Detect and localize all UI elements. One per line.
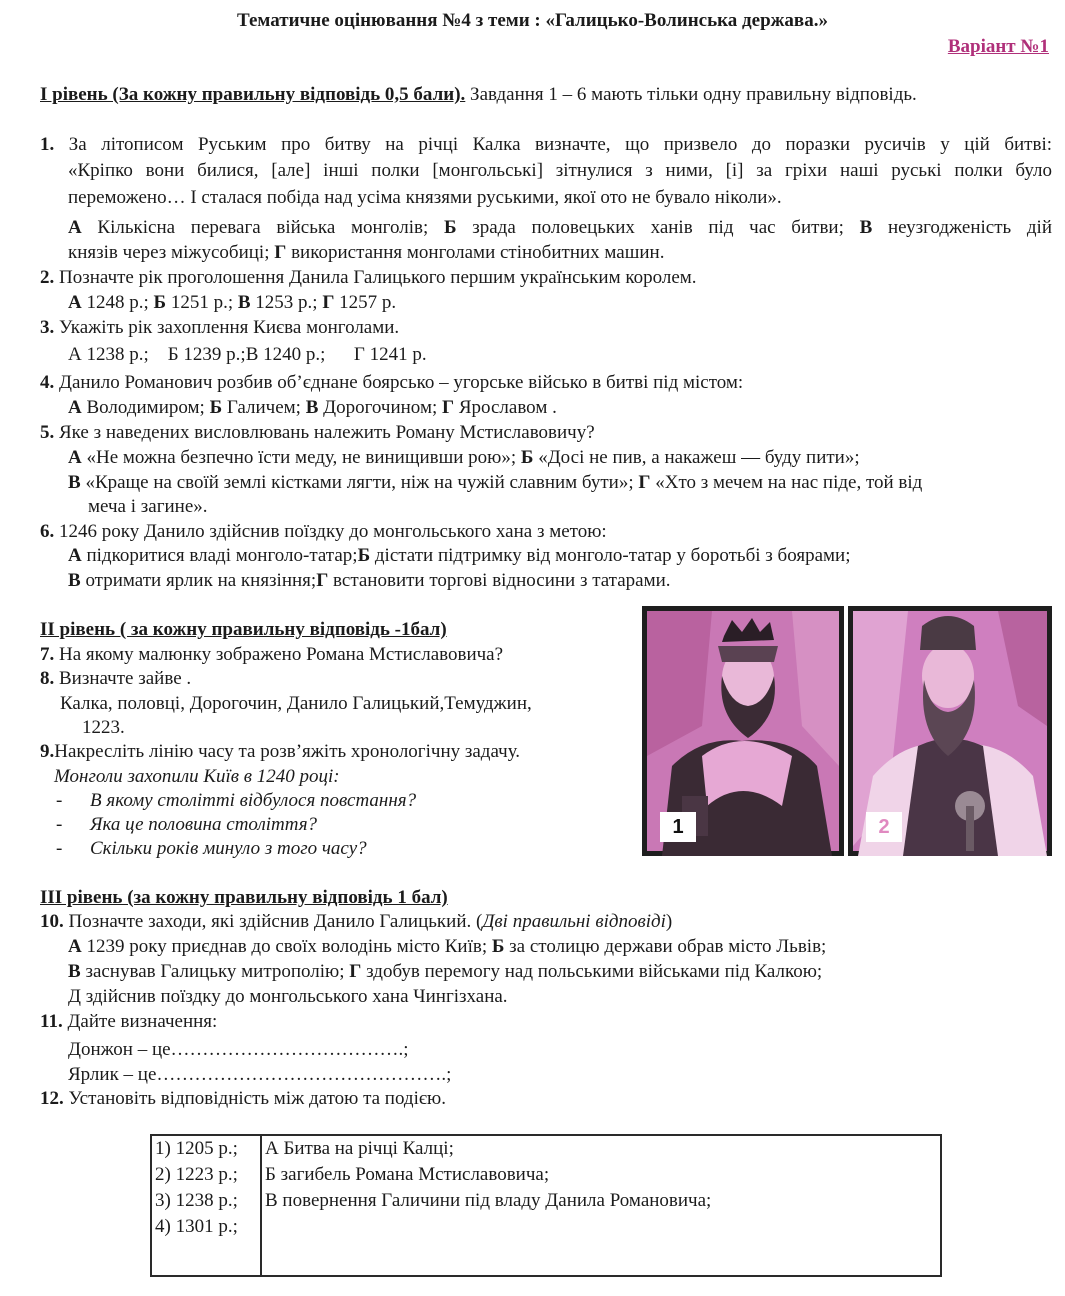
- q4-a: Володимиром;: [81, 397, 210, 418]
- q1-option-a: Кількісна перевага війська монголів;: [81, 217, 444, 238]
- q5-v: «Краще на своїй землі кістками лягти, ніж на чужій славним бути»;: [80, 472, 639, 493]
- event-cell: А Битва на річці Калці;: [265, 1138, 454, 1159]
- q6-number: 6.: [40, 521, 55, 542]
- q6-a: підкоритися владі монголо-татар;: [81, 545, 358, 566]
- q5-a: «Не можна безпечно їсти меду, не винищивши рою»;: [81, 447, 521, 468]
- q4-v-key: В: [305, 397, 319, 418]
- q1-option-g: використання монголами стінобитних машин.: [286, 242, 665, 263]
- q5-a-key: А: [68, 447, 82, 468]
- q8-question: [40, 668, 191, 690]
- q10-question: [40, 911, 672, 933]
- q10-v: заснував Галицьку митрополію;: [80, 961, 350, 982]
- q6-g: встановити торгові відносини з татарами.: [328, 570, 671, 591]
- q6-b-key: Б: [357, 545, 371, 566]
- q4-question: [40, 372, 743, 394]
- q2-question: [40, 267, 697, 289]
- q1-option-a-key: А: [68, 217, 82, 238]
- q5-options-line1: [68, 447, 860, 469]
- q9-condition: Монголи захопили Київ в 1240 році:: [54, 766, 340, 787]
- q4-g-key: Г: [442, 397, 455, 418]
- q1-line2: «Кріпко вони билися, [але] інші полки [монгольські] зітнулися з ними, [і] за гріхи наші руські полки було: [68, 160, 1052, 181]
- q9-number: 9.: [40, 741, 55, 762]
- q5-g: «Хто з мечем на нас піде, той від: [650, 472, 923, 493]
- q10-v-key: В: [68, 961, 81, 982]
- page-title: Тематичне оцінювання №4 з теми : «Галицько-Волинська держава.»: [237, 10, 828, 31]
- q10-text: Позначте заходи, які здійснив Данило Галицький. (: [63, 911, 483, 932]
- q1-option-v: неузгодженість дій: [872, 217, 1052, 238]
- q9-sub1-text: В якому столітті відбулося повстання?: [90, 790, 417, 811]
- q8-text: Визначте зайве .: [54, 668, 192, 689]
- q2-options: [68, 292, 396, 314]
- q10-b-key: Б: [491, 936, 505, 957]
- q1-option-b-key: Б: [443, 217, 457, 238]
- table-row: [151, 1135, 941, 1162]
- q11-text: Дайте визначення:: [62, 1011, 218, 1032]
- q5-b: «Досі не пив, а накажеш — буду пити»;: [533, 447, 860, 468]
- q7-number: 7.: [40, 644, 55, 665]
- q6-v: отримати ярлик на князіння;: [80, 570, 317, 591]
- bullet-dash: -: [56, 814, 63, 835]
- q2-text: Позначте рік проголошення Данила Галицького першим українським королем.: [54, 267, 697, 288]
- q4-b-key: Б: [209, 397, 223, 418]
- q9-sub1: [56, 790, 416, 812]
- table-row: [151, 1188, 941, 1214]
- table-row: [151, 1162, 941, 1188]
- q6-v-key: В: [68, 570, 81, 591]
- q10-note: Дві правильні відповіді: [482, 911, 666, 932]
- q2-a: 1248 р.;: [81, 292, 154, 313]
- q7-question: [40, 644, 503, 666]
- q1-option-v-key: В: [859, 217, 873, 238]
- q4-text: Данило Романович розбив об’єднане боярсько – угорське військо в битві під містом:: [54, 372, 744, 393]
- q5-question: [40, 422, 595, 444]
- portrait-2: [848, 606, 1052, 856]
- q3-text: Укажіть рік захоплення Києва монголами.: [54, 317, 400, 338]
- bullet-dash: -: [56, 790, 63, 811]
- q11-number: 11.: [40, 1011, 63, 1032]
- q6-options-line2: [68, 570, 671, 592]
- q8-items-line2: 1223.: [82, 717, 125, 738]
- q10-options-line2: [68, 961, 822, 983]
- q11-term1: Донжон – це……………………………….;: [68, 1039, 409, 1060]
- q4-b: Галичем;: [222, 397, 306, 418]
- q6-question: [40, 521, 607, 543]
- q4-a-key: А: [68, 397, 82, 418]
- q2-v: 1253 р.;: [250, 292, 323, 313]
- event-cell: [261, 1214, 941, 1276]
- q9-sub3: [56, 838, 367, 860]
- q10-g-key: Г: [349, 961, 362, 982]
- q1-text: За літописом Руським про битву на річці Калка визначте, що призвело до поразки русичів у цій битві:: [68, 134, 1052, 155]
- q1-option-v-cont: князів через міжусобиці;: [68, 242, 275, 263]
- q5-options-line2: [68, 472, 922, 494]
- q5-g-key: Г: [638, 472, 651, 493]
- date-cell: 4) 1301 р.;: [151, 1214, 261, 1276]
- date-cell: 2) 1223 р.;: [151, 1162, 261, 1188]
- q9-text: Накресліть лінію часу та розв’яжіть хронологічну задачу.: [54, 741, 521, 762]
- q10-a: 1239 року приєднав до своїх володінь місто Київ;: [81, 936, 492, 957]
- q5-b-key: Б: [520, 447, 534, 468]
- level1-line: [40, 84, 917, 106]
- q9-sub2-text: Яка це половина століття?: [90, 814, 318, 835]
- date-cell: 1) 1205 р.;: [151, 1135, 261, 1162]
- q6-g-key: Г: [316, 570, 329, 591]
- q10-option-d: Д здійснив поїздку до монгольського хана Чингізхана.: [68, 986, 508, 1007]
- q2-number: 2.: [40, 267, 55, 288]
- q2-a-key: А: [68, 292, 82, 313]
- table-row: [151, 1214, 941, 1276]
- date-cell: 3) 1238 р.;: [151, 1188, 261, 1214]
- q1-line3: переможено… І сталася побіда над усіма князями руськими, якої ото не бувало ніколи».: [68, 187, 782, 208]
- q1-option-b: зрада половецьких ханів під час битви;: [456, 217, 860, 238]
- q10-options-line1: [68, 936, 826, 958]
- q6-text: 1246 року Данило здійснив поїздку до монгольського хана з метою:: [54, 521, 607, 542]
- variant-label: Варіант №1: [947, 36, 1049, 57]
- q1-line1: [40, 134, 1052, 156]
- level2-heading: ІІ рівень ( за кожну правильну відповідь -1бал): [40, 619, 447, 640]
- q10-close: ): [665, 911, 673, 932]
- q2-g-key: Г: [322, 292, 335, 313]
- q4-number: 4.: [40, 372, 55, 393]
- q8-items-line1: Калка, половці, Дорогочин, Данило Галицький,Темуджин,: [60, 693, 532, 714]
- q11-term2: Ярлик – це……………………………………….;: [68, 1064, 452, 1085]
- bullet-dash: -: [56, 838, 63, 859]
- event-cell: В повернення Галичини під владу Данила Романовича;: [265, 1190, 712, 1211]
- level3-heading: ІІІ рівень (за кожну правильну відповідь 1 бал): [40, 887, 448, 908]
- q5-text: Яке з наведених висловлювань належить Роману Мстиславовичу?: [54, 422, 595, 443]
- q9-sub3-text: Скільки років минуло з того часу?: [90, 838, 367, 859]
- q3-question: [40, 317, 399, 339]
- q4-options: [68, 397, 557, 419]
- q11-question: [40, 1011, 217, 1033]
- q9-sub2: [56, 814, 317, 836]
- matching-table: [150, 1134, 942, 1277]
- q10-b: за столицю держави обрав місто Львів;: [504, 936, 827, 957]
- q12-question: [40, 1088, 446, 1110]
- q2-v-key: В: [237, 292, 251, 313]
- level1-heading: І рівень (За кожну правильну відповідь 0,5 бали).: [40, 84, 466, 105]
- q3-number: 3.: [40, 317, 55, 338]
- q1-option-g-key: Г: [274, 242, 287, 263]
- q10-g: здобув перемогу над польськими військами під Калкою;: [361, 961, 823, 982]
- q5-options-line3: меча і загине».: [88, 496, 208, 517]
- q7-text: На якому малюнку зображено Романа Мстиславовича?: [54, 644, 504, 665]
- portrait-1: [642, 606, 844, 856]
- q1-number: 1.: [40, 134, 55, 155]
- q12-text: Установіть відповідність між датою та подією.: [63, 1088, 446, 1109]
- q3-options: А 1238 р.; Б 1239 р.;В 1240 р.; Г 1241 р.: [68, 344, 427, 365]
- q1-options-line2: [68, 242, 664, 264]
- q5-v-key: В: [68, 472, 81, 493]
- q2-b: 1251 р.;: [166, 292, 238, 313]
- q6-b: дістати підтримку від монголо-татар у боротьбі з боярами;: [370, 545, 851, 566]
- q2-g: 1257 р.: [334, 292, 397, 313]
- q12-number: 12.: [40, 1088, 64, 1109]
- q4-g: Ярославом .: [454, 397, 557, 418]
- level1-instruction: Завдання 1 – 6 мають тільки одну правильну відповідь.: [465, 84, 917, 105]
- q9-question: [40, 741, 520, 763]
- q5-number: 5.: [40, 422, 55, 443]
- event-cell: Б загибель Романа Мстиславовича;: [265, 1164, 550, 1185]
- q8-number: 8.: [40, 668, 55, 689]
- q6-a-key: А: [68, 545, 82, 566]
- portrait-2-label: 2: [866, 812, 902, 842]
- q6-options-line1: [68, 545, 850, 567]
- q10-number: 10.: [40, 911, 64, 932]
- portrait-1-label: 1: [660, 812, 696, 842]
- q2-b-key: Б: [153, 292, 167, 313]
- q1-options-line1: [68, 217, 1052, 239]
- q4-v: Дорогочином;: [318, 397, 442, 418]
- q10-a-key: А: [68, 936, 82, 957]
